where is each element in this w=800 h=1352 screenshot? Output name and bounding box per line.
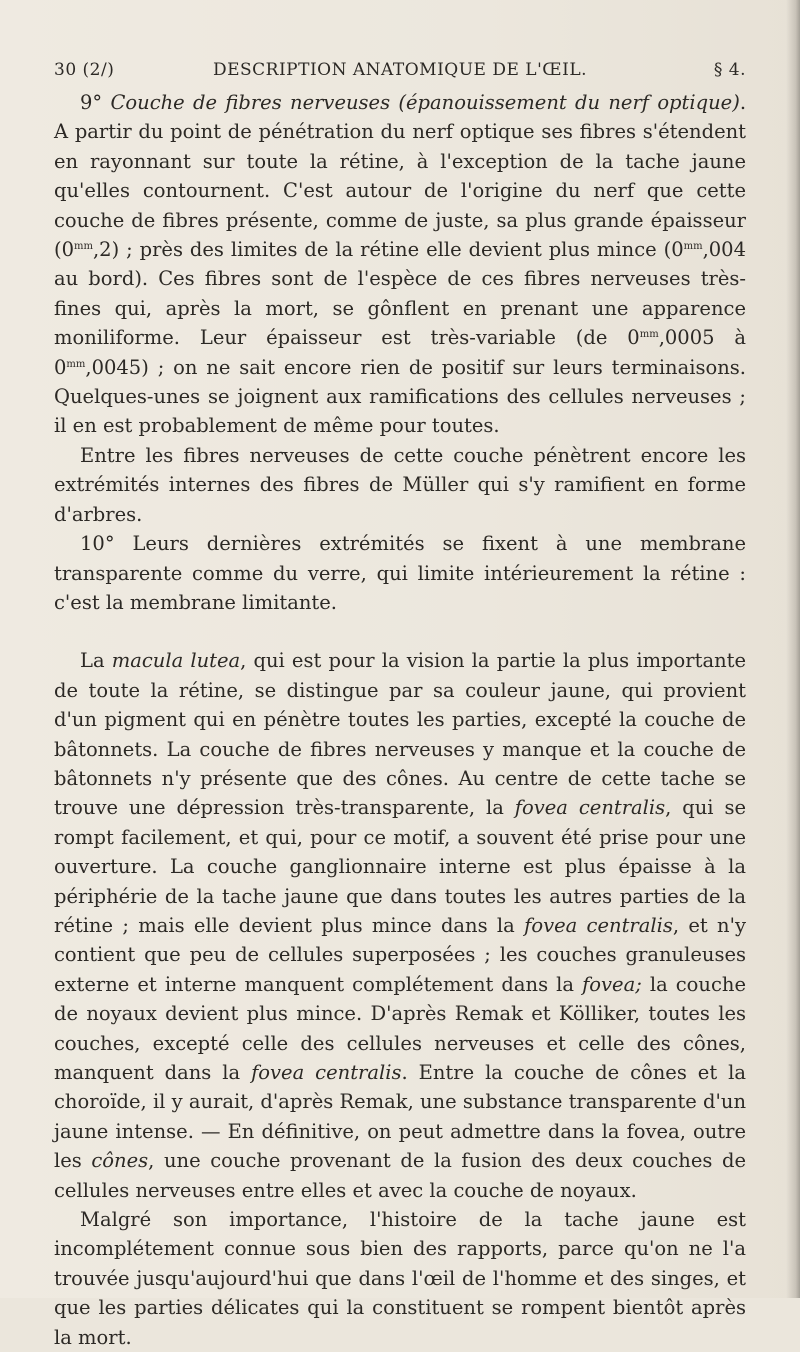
page-number: 30 (2/) bbox=[54, 60, 115, 80]
page-body bbox=[54, 88, 746, 1352]
paragraph-muller-fibers: Entre les fibres nerveuses de cette couche pénètrent encore les extrémités internes des fibres de Müller qui s'y ramifient en forme d'arbres. bbox=[54, 443, 746, 526]
running-title: DESCRIPTION ANATOMIQUE DE L'ŒIL. bbox=[212, 60, 588, 80]
section-heading: Couche de fibres nerveuses bbox=[110, 91, 391, 114]
paragraph-conclusion: Malgré son importance, l'histoire de la tache jaune est incomplétement connue sous bien des rapports, parce qu'on ne l'a trouvée jusqu'aujourd'hui que dans l'œil de l'homme et des singes, et que les parties délicates qui la constituent se rompent bientôt après la mort. bbox=[54, 1208, 746, 1349]
paragraph-limiting-membrane: 10° Leurs dernières extrémités se fixent à une membrane transparente comme du verre, qui limite intérieurement la rétine : c'est la membrane limitante. bbox=[54, 532, 746, 614]
paragraph-nerve-fiber-layer: 9° Couche de fibres nerveuses (épanouissement du nerf optique). A partir du point de pénétration du nerf optique ses fibres s'étendent en rayonnant sur toute la rétine, à l'exception de la tache jaune qu'elles contournent. C'est autour de l'origine du nerf que cette couche de fibres présente, comme de juste, sa plus grande épaisseur $(0^{mm},2)$ ; près des limites de la rétine elle devient plus mince ($0^{mm},004$ au bord). Ces fibres sont de l'espèce de ces fibres nerveuses très-fines qui, après la mort, se gônflent en prenant une apparence moniliforme. Leur épaisseur est très-variable (de $0^{mm},0005$ à $0^{mm},0045$) ; on ne sait encore rien de positif sur leurs terminaisons. Quelques-unes se joignent aux ramifications des cellules nerveuses ; il en est probablement de même pour toutes. bbox=[54, 91, 747, 438]
running-header bbox=[54, 60, 746, 84]
paragraph-macula-lutea: La macula lutea, qui est pour la vision la partie la plus importante de toute la rétine, se distingue par sa couleur jaune, qui provient d'un pigment qui en pénètre toutes les parties, excepté la couche de bâtonnets. La couche de fibres nerveuses y manque et la couche de bâtonnets n'y présente que des cônes. Au centre de cette tache se trouve une dépression très-transparente, la fovea centralis, qui se rompt facilement, et qui, pour ce motif, a souvent été prise pour une ouverture. La couche ganglionnaire interne est plus épaisse à la périphérie de la tache jaune que dans toutes les autres parties de la rétine ; mais elle devient plus mince dans la fovea centralis, et n'y contient que peu de cellules superposées ; les couches granuleuses externe et interne manquent complétement dans la fovea; la couche de noyaux devient plus mince. D'après Remak et Kölliker, toutes les couches, excepté celle des cellules nerveuses et celle des cônes, manquent dans la fovea centralis. Entre la couche de cônes et la choroïde, il y aurait, d'après Remak, une substance transparente d'un jaune intense. — En définitive, on peut admettre dans la fovea, outre les cônes, une couche provenant de la fusion des deux couches de cellules nerveuses entre elles et avec la couche de noyaux. bbox=[54, 649, 747, 1202]
section-number: § 4. bbox=[713, 60, 746, 80]
section-heading-paren: (épanouissement du nerf optique) bbox=[398, 91, 740, 114]
page-edge-shadow bbox=[786, 0, 800, 1298]
